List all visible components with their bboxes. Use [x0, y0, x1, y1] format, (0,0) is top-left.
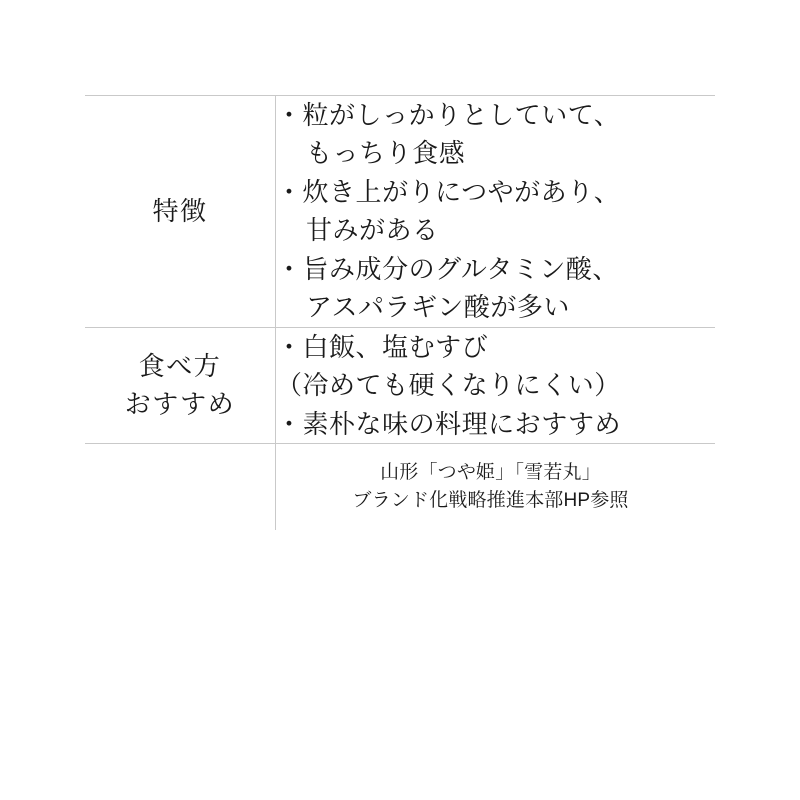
row-label-serving [85, 327, 276, 443]
source-note-line-1: 山形「つや姫」「雪若丸」 [380, 461, 601, 483]
footnote-label-empty [85, 444, 276, 531]
rice-variety-spec-table [85, 95, 715, 530]
row-label-line-2: おすすめ [124, 388, 236, 419]
feature-line-6: アスパラギン酸が多い [306, 292, 570, 323]
row-label-line: 特徴 [152, 195, 208, 226]
table-footnote-row [85, 444, 715, 531]
row-label-features [85, 96, 276, 328]
source-note [276, 445, 715, 530]
table-row [85, 327, 715, 443]
row-label-line-1: 食べ方 [138, 350, 222, 381]
table-row [85, 96, 715, 328]
row-body-features [276, 96, 716, 328]
serving-line-3: ・素朴な味の料理におすすめ [276, 408, 622, 439]
footnote-cell [276, 444, 716, 531]
feature-line-1: ・粒がしっかりとしていて、 [276, 100, 621, 130]
feature-line-4: 甘みがある [306, 215, 439, 246]
feature-line-3: ・炊き上がりにつやがあり、 [276, 176, 621, 207]
serving-line-2: （冷めても硬くなりにくい） [276, 370, 621, 401]
source-note-line-2: ブランド化戦略推進本部HP参照 [352, 490, 629, 512]
feature-line-5: ・旨み成分のグルタミン酸、 [276, 253, 619, 284]
serving-line-1: ・白飯、塩むすび [276, 331, 489, 362]
row-body-serving [276, 327, 716, 443]
feature-line-2: もっちり食感 [306, 138, 466, 169]
